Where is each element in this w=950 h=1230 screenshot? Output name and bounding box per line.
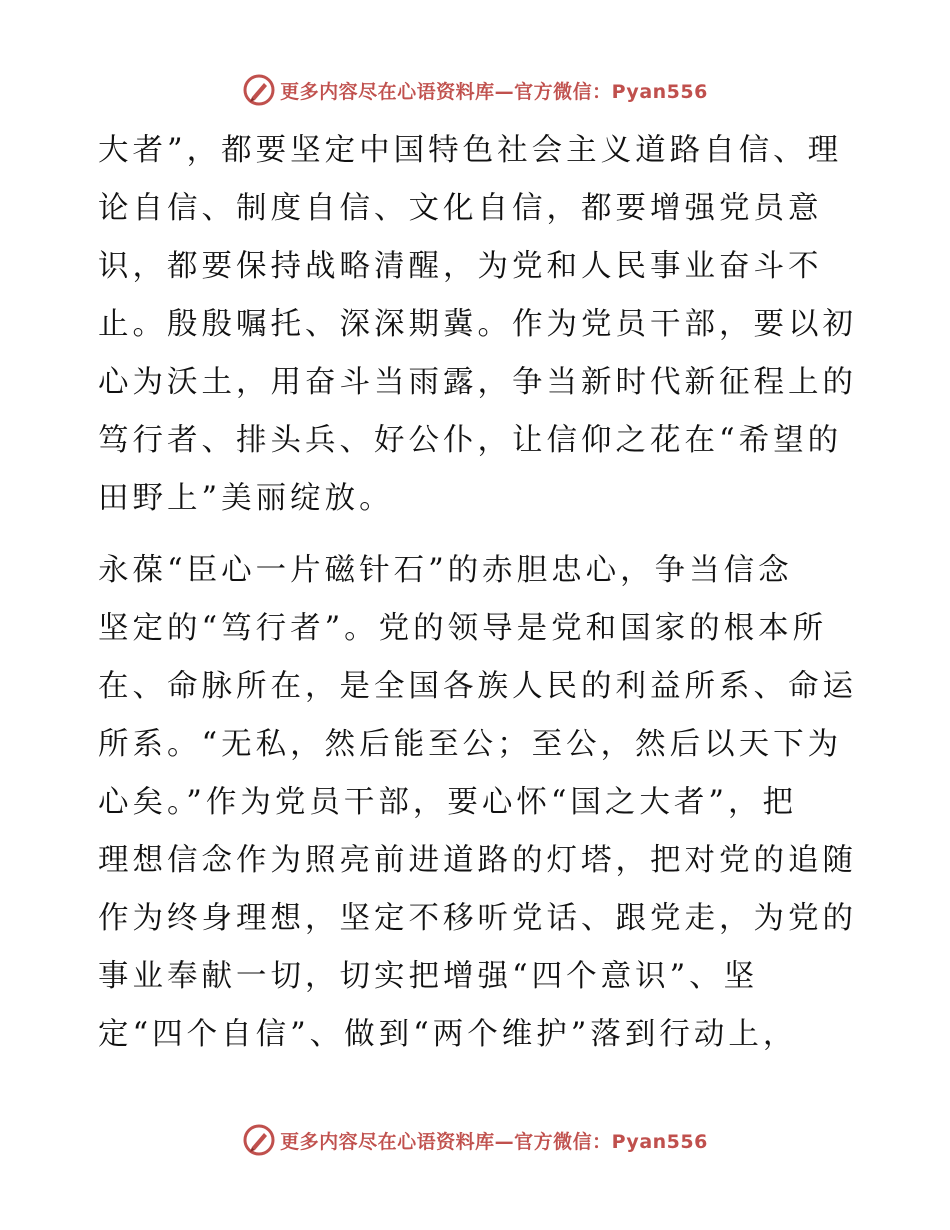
text-line: 所系。“无私，然后能至公；至公，然后以天下为: [98, 727, 843, 762]
text-line: 理想信念作为照亮前进道路的灯塔，把对党的追随: [98, 843, 857, 878]
text-line: 心为沃土，用奋斗当雨露，争当新时代新征程上的: [98, 365, 857, 400]
text-line: 事业奉献一切，切实把增强“四个意识”、坚: [98, 959, 759, 994]
footer-banner: [0, 1120, 950, 1160]
text-line: 作为终身理想，坚定不移听党话、跟党走，为党的: [98, 901, 857, 936]
paragraph: [98, 122, 858, 528]
text-line: 止。殷殷嘱托、深深期冀。作为党员干部，要以初: [98, 307, 857, 342]
text-line: 田野上”美丽绽放。: [98, 481, 394, 516]
text-line: 识，都要保持战略清醒，为党和人民事业奋斗不: [98, 249, 823, 284]
text-line: 笃行者、排头兵、好公仆，让信仰之花在“希望的: [98, 423, 843, 458]
paragraph: [98, 542, 858, 1064]
text-line: 定“四个自信”、做到“两个维护”落到行动上，: [98, 1017, 798, 1052]
pen-circle-logo-icon: [242, 73, 276, 107]
text-line: 大者”，都要坚定中国特色社会主义道路自信、理: [98, 133, 843, 168]
banner-text: 更多内容尽在心语资料库—官方微信：Pyan556: [280, 1130, 708, 1153]
banner-text: 更多内容尽在心语资料库—官方微信：Pyan556: [280, 80, 708, 103]
text-line: 永葆“臣心一片磁针石”的赤胆忠心，争当信念: [98, 553, 793, 588]
text-line: 在、命脉所在，是全国各族人民的利益所系、命运: [98, 669, 857, 704]
document-body: [98, 122, 858, 1064]
header-banner: [0, 70, 950, 110]
text-line: 论自信、制度自信、文化自信，都要增强党员意: [98, 191, 823, 226]
text-line: 坚定的“笃行者”。党的领导是党和国家的根本所: [98, 611, 828, 646]
text-line: 心矣。”作为党员干部，要心怀“国之大者”，把: [98, 785, 798, 820]
pen-circle-logo-icon: [242, 1123, 276, 1157]
